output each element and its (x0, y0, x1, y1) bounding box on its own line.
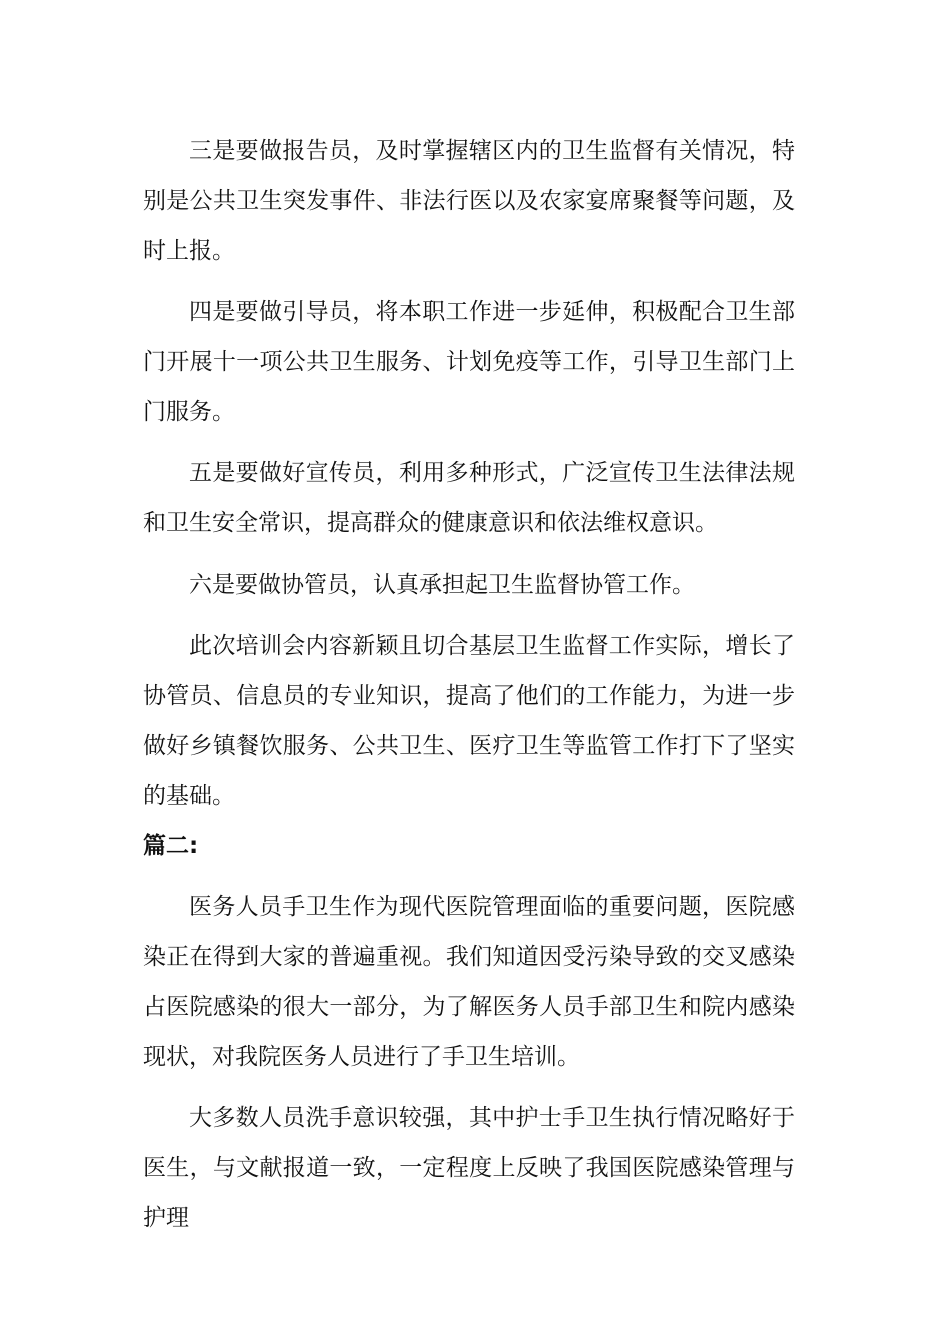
paragraph-guide: 四是要做引导员，将本职工作进一步延伸，积极配合卫生部门开展十一项公共卫生服务、计划免疫等工作，引导卫生部门上门服务。 (143, 299, 795, 425)
paragraph-training-summary: 此次培训会内容新颖且切合基层卫生监督工作实际，增长了协管员、信息员的专业知识，提高了他们的工作能力，为进一步做好乡镇餐饮服务、公共卫生、医疗卫生等监管工作打下了坚实的基础。 (143, 633, 795, 809)
paragraph-coordinator: 六是要做协管员，认真承担起卫生监督协管工作。 (189, 572, 695, 598)
paragraph-hand-hygiene-findings: 大多数人员洗手意识较强，其中护士手卫生执行情况略好于医生，与文献报道一致，一定程度上反映了我国医院感染管理与护理 (143, 1105, 795, 1231)
paragraph-reporter: 三是要做报告员，及时掌握辖区内的卫生监督有关情况，特别是公共卫生突发事件、非法行医以及农家宴席聚餐等问题，及时上报。 (143, 138, 795, 264)
paragraph-hand-hygiene-intro: 医务人员手卫生作为现代医院管理面临的重要问题，医院感染正在得到大家的普遍重视。我们知道因受污染导致的交叉感染占医院感染的很大一部分，为了解医务人员手部卫生和院内感染现状，对我院医务人员进行了手卫生培训。 (143, 894, 795, 1070)
section-heading: 篇二: (143, 833, 199, 859)
paragraph-publicist: 五是要做好宣传员，利用多种形式，广泛宣传卫生法律法规和卫生安全常识，提高群众的健康意识和依法维权意识。 (143, 460, 795, 536)
